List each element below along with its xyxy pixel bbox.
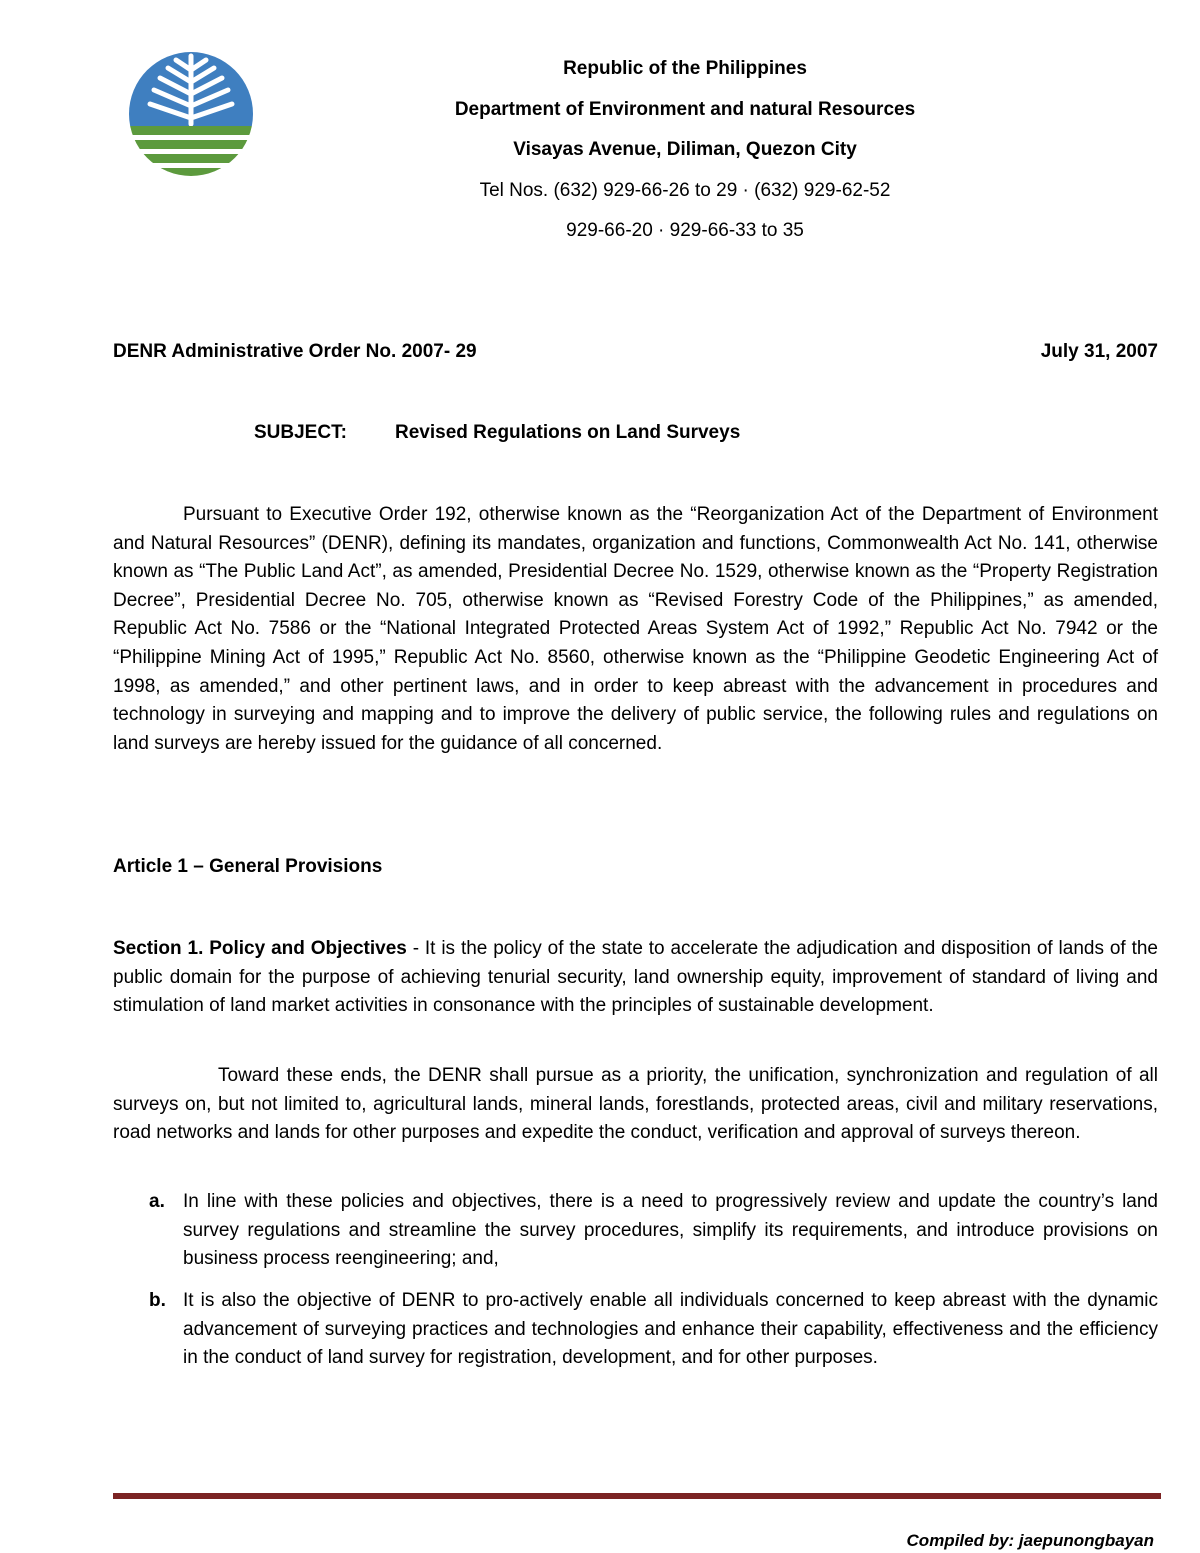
- letterhead-republic: Republic of the Philippines: [563, 58, 807, 79]
- article-heading: Article 1 – General Provisions: [113, 856, 383, 877]
- subject-label: SUBJECT:: [254, 422, 347, 443]
- order-header: [113, 338, 1158, 366]
- footer-divider: [113, 1493, 1161, 1499]
- section-1-heading: Section 1. Policy and Objectives: [113, 938, 407, 959]
- list-text-a: In line with these policies and objectives, there is a need to progressively review and update the country’s land survey regulations and streamline the survey procedures, simplify its requirements, and introduce provisions on business process reengineering; and,: [183, 1191, 1158, 1270]
- letterhead: [340, 55, 1030, 258]
- denr-logo-icon: [126, 52, 256, 177]
- order-number: DENR Administrative Order No. 2007- 29: [113, 341, 477, 362]
- footer-compiled-by: Compiled by: jaepunongbayan: [906, 1531, 1154, 1550]
- subject-value: Revised Regulations on Land Surveys: [395, 422, 741, 443]
- list-marker-a: a.: [149, 1191, 165, 1212]
- section-1-text: - It is the policy of the state to accelerate the adjudication and disposition of lands of the public domain for the purpose of achieving tenurial security, land ownership equity, improvement of standard of living and stimulation of land market activities in consonance with the principles of sustainable development.: [113, 938, 1158, 1017]
- letterhead-department: Department of Environment and natural Resources: [454, 98, 916, 120]
- intro-paragraph: Pursuant to Executive Order 192, otherwise known as the “Reorganization Act of the Department of Environment and Natural Resources” (DENR), defining its mandates, organization and functions, Commonwealth Act No. 141, otherwise known as “The Public Land Act”, as amended, Presidential Decree No. 1529, otherwise known as the “Property Registration Decree”, Presidential Decree No. 705, otherwise known as “Revised Forestry Code of the Philippines,” as amended, Republic Act No. 7586 or the “National Integrated Protected Areas System Act of 1992,” Republic Act No. 7942 or the “Philippine Mining Act of 1995,” Republic Act No. 8560, otherwise known as the “Philippine Geodetic Engineering Act of 1998, as amended,” and other pertinent laws, and in order to keep abreast with the advancement in procedures and technology in surveying and mapping and to improve the delivery of public service, the following rules and regulations on land surveys are hereby issued for the guidance of all concerned.: [113, 504, 1158, 754]
- letterhead-tel-2: 929-66-20 · 929-66-33 to 35: [566, 220, 804, 241]
- letterhead-address: Visayas Avenue, Diliman, Quezon City: [513, 139, 857, 160]
- list-item: [149, 1287, 1158, 1373]
- toward-paragraph: Toward these ends, the DENR shall pursue as a priority, the unification, synchronization and regulation of all surveys on, but not limited to, agricultural lands, mineral lands, forestlands, protected areas, civil and military reservations, road networks and lands for other purposes and expedite the conduct, verification and approval of surveys thereon.: [113, 1065, 1158, 1144]
- order-date: July 31, 2007: [1040, 341, 1158, 362]
- letterhead-tel-1: Tel Nos. (632) 929-66-26 to 29 · (632) 929-62-52: [479, 179, 891, 201]
- list-marker-b: b.: [149, 1290, 166, 1311]
- list-text-b: It is also the objective of DENR to pro-actively enable all individuals concerned to keep abreast with the dynamic advancement of surveying practices and technologies and enhance their capability, effectiveness and the efficiency in the conduct of land survey for registration, development, and for other purposes.: [183, 1290, 1158, 1369]
- list-item: [149, 1188, 1158, 1274]
- subject-line: [254, 419, 741, 447]
- section-1-paragraph: [113, 935, 1158, 1021]
